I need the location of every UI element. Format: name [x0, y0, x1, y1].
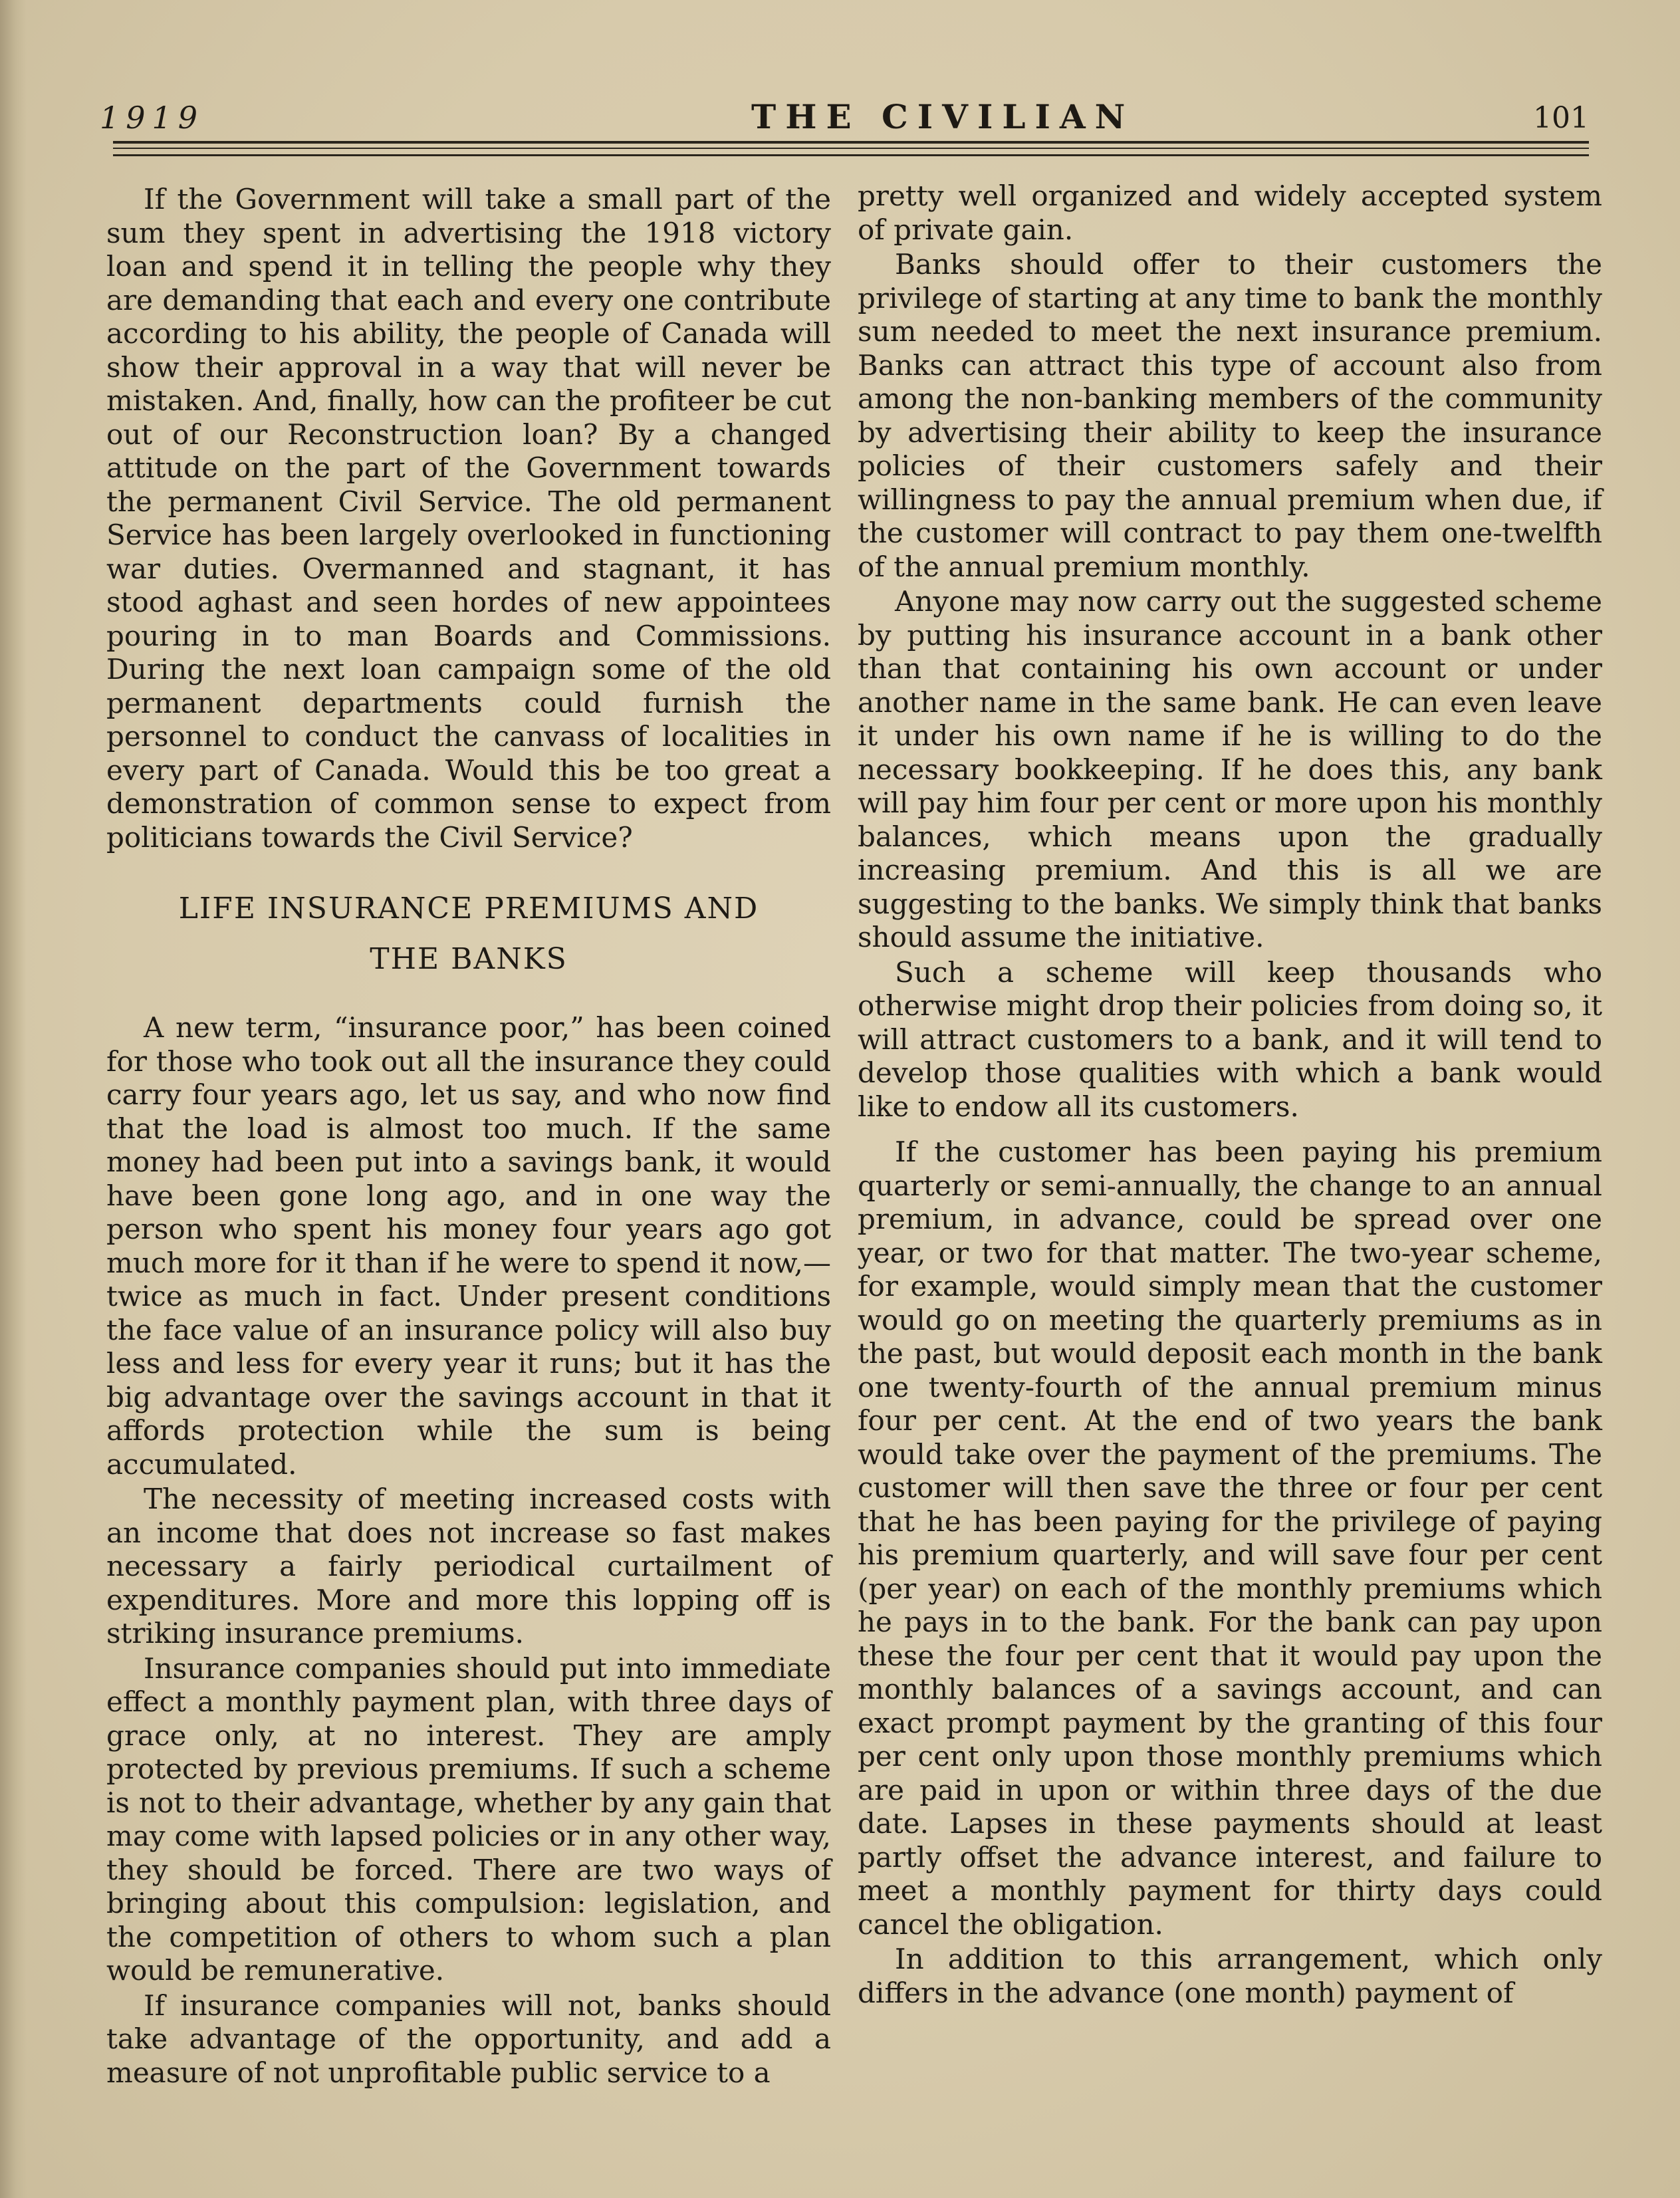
heading-line: THE BANKS	[370, 942, 568, 976]
header-rule	[113, 154, 1589, 156]
running-header	[100, 97, 1589, 138]
paragraph: In addition to this arrangement, which only differs in the advance (one month) payment of	[858, 1943, 1602, 2009]
header-rule	[113, 141, 1589, 144]
paragraph: Insurance companies should put into immediate effect a monthly payment plan, with three days of grace only, at no interest. They are amply protected by previous premiums. If such a scheme is not to their advantage, whether by any gain that may come with lapsed policies or in any other way, they should be forced. There are two ways of bringing about this compulsion: legislation, and the competition of others to whom such a plan would be remunerative.	[106, 1651, 831, 1987]
paragraph: Such a scheme will keep thousands who otherwise might drop their policies from doing so, it will attract customers to a bank, and it will tend to develop those qualities with which a bank would like to endow all its customers.	[858, 955, 1602, 1123]
paragraph: A new term, “insurance poor,” has been coined for those who took out all the insurance they could carry four years ago, let us say, and who now find that the load is almost too much. If the same money had been put into a savings bank, it would have been gone long ago, and in one way the person who spent his money four years ago got much more for it than if he were to spend it now,—twice as much in fact. Under present conditions the face value of an insurance policy will also buy less and less for every year it runs; but it has the big advantage over the savings account in that it affords protection while the sum is being accumulated.	[106, 1011, 831, 1481]
header-year: 1919	[100, 100, 205, 136]
paragraph: The necessity of meeting increased costs with an income that does not increase so fast makes necessary a fairly periodical curtailment of expenditures. More and more this lopping off is striking insurance premiums.	[106, 1483, 831, 1649]
paragraph: Banks should offer to their customers the privilege of starting at any time to bank the monthly sum needed to meet the next insurance premium. Banks can attract this type of account also from among the non-banking members of the community by advertising their ability to keep the insurance policies of their customers safely and their willingness to pay the annual premium when due, if the customer will contract to pay them one-twelfth of the annual premium monthly.	[858, 248, 1602, 583]
paragraph: pretty well organized and widely accepted system of private gain.	[858, 180, 1602, 246]
paragraph: If insurance companies will not, banks should take advantage of the opportunity, and add a measure of not unprofitable public service to a	[106, 1989, 831, 2089]
publication-title: THE CIVILIAN	[751, 97, 1135, 136]
right-column	[858, 180, 1602, 2010]
page-number: 101	[1533, 101, 1589, 135]
heading-line: LIFE INSURANCE PREMIUMS AND	[178, 892, 759, 925]
paragraph: Anyone may now carry out the suggested scheme by putting his insurance account in a bank other than that containing his own account or under another name in the same bank. He can even leave it under his own name if he is willing to do the necessary bookkeeping. If he does this, any bank will pay him four per cent or more upon his monthly balances, which means upon the gradually increasing premium. And this is all we are suggesting to the banks. We simply think that banks should assume the initiative.	[858, 585, 1602, 953]
left-column	[106, 183, 831, 2090]
paragraph: If the customer has been paying his premium quarterly or semi-annually, the change to an annual premium, in advance, could be spread over one year, or two for that matter. The two-year scheme, for example, would simply mean that the customer would go on meeting the quarterly premiums as in the past, but would deposit each month in the bank one twenty-fourth of the annual premium minus four per cent. At the end of two years the bank would take over the payment of the premiums. The customer will then save the three or four per cent that he has been paying for the privilege of paying his premium quarterly, and will save four per cent (per year) on each of the monthly premiums which he pays in to the bank. For the bank can pay upon these the four per cent that it would pay upon the monthly balances of a savings account, and can exact prompt payment by the granting of this four per cent only upon those monthly premiums which are paid in upon or within three days of the due date. Lapses in these payments should at least partly offset the advance interest, and failure to meet a monthly payment for thirty days could cancel the obligation.	[858, 1136, 1602, 1941]
binding-edge	[0, 0, 27, 2198]
article-heading	[106, 884, 831, 985]
paragraph: If the Government will take a small part of the sum they spent in advertising the 1918 victory loan and spend it in telling the people why they are demanding that each and every one contribute according to his ability, the people of Canada will show their approval in a way that will never be mistaken. And, finally, how can the profiteer be cut out of our Reconstruction loan? By a changed attitude on the part of the Government towards the permanent Civil Service. The old permanent Service has been largely overlooked in functioning war duties. Overmanned and stagnant, it has stood aghast and seen hordes of new appointees pouring in to man Boards and Commissions. During the next loan campaign some of the old permanent departments could furnish the personnel to conduct the canvass of localities in every part of Canada. Would this be too great a demonstration of common sense to expect from politicians towards the Civil Service?	[106, 183, 831, 854]
header-rule	[113, 148, 1589, 149]
